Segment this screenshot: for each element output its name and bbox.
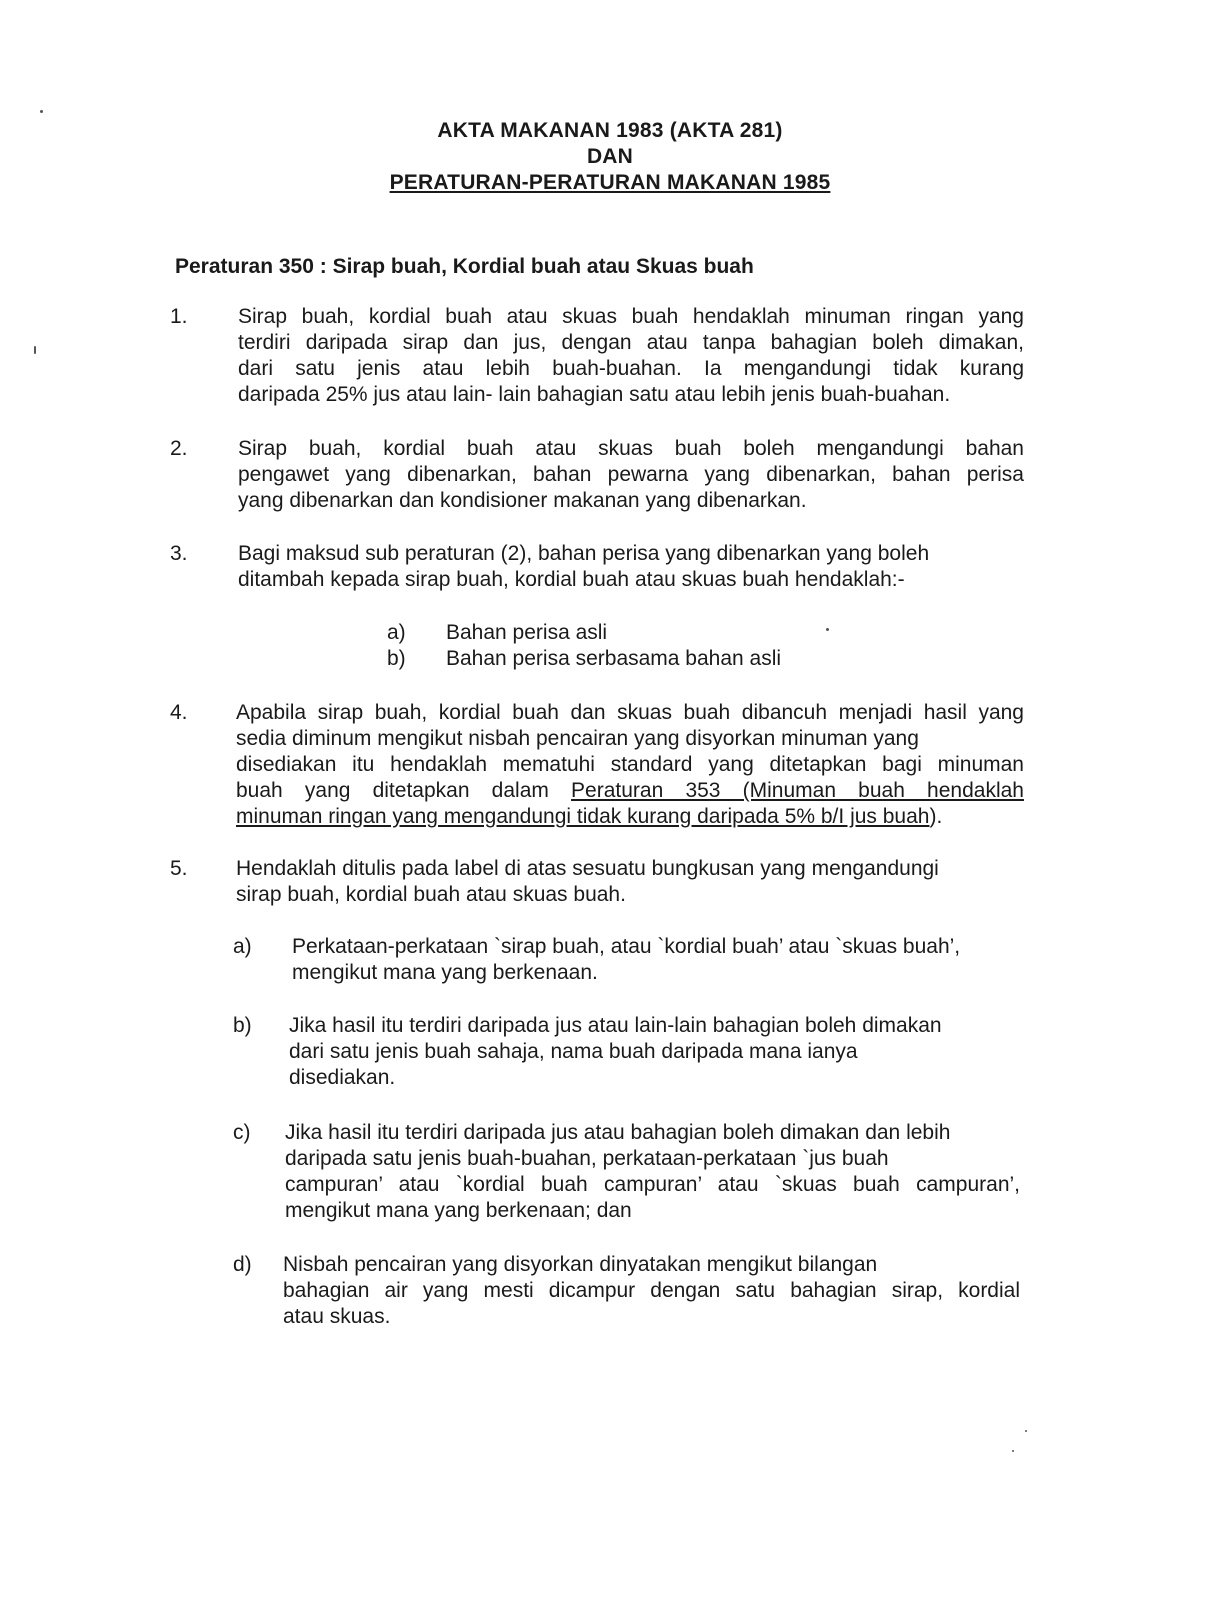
paragraph-line [236,778,1024,804]
item-paragraph [236,856,1024,908]
subitem-label: b) [233,1014,252,1037]
subitem-text: Bahan perisa serbasama bahan asli [446,647,782,670]
item-paragraph [238,304,1024,408]
subitem-text: Bahan perisa asli [446,621,608,644]
paragraph-line: sedia diminum mengikut nisbah pencairan yang disyorkan minuman yang [236,727,919,750]
paragraph-line: mengikut mana yang berkenaan; dan [285,1199,632,1222]
paragraph-line: Sirap buah, kordial buah atau skuas buah boleh mengandungi bahan [238,437,1024,460]
paragraph-line: sirap buah, kordial buah atau skuas buah. [236,883,626,906]
paragraph-line: ditambah kepada sirap buah, kordial buah atau skuas buah hendaklah:- [238,568,905,591]
item-paragraph [236,700,1024,830]
title-line-act: AKTA MAKANAN 1983 (AKTA 281) [437,119,783,142]
subitem-paragraph [285,1120,1020,1224]
scan-speck [1012,1450,1014,1452]
document-title [300,118,920,196]
subitem-label: d) [233,1253,252,1276]
paragraph-line: bahagian air yang mesti dicampur dengan satu bahagian sirap, kordial [283,1279,1020,1302]
paragraph-line-text: buah yang ditetapkan dalam [236,779,549,802]
paragraph-line: mengikut mana yang berkenaan. [292,961,598,984]
paragraph-line: Nisbah pencairan yang disyorkan dinyatakan mengikut bilangan [283,1253,878,1276]
title-line-conjunction: DAN [586,145,634,168]
paragraph-line: Hendaklah ditulis pada label di atas sesuatu bungkusan yang mengandungi [236,857,939,880]
paragraph-line: terdiri daripada sirap dan jus, dengan atau tanpa bahagian boleh dimakan, [238,331,1024,354]
paragraph-line: Jika hasil itu terdiri daripada jus atau lain-lain bahagian boleh dimakan [289,1014,942,1037]
subitem-label: a) [233,935,252,958]
subitem-label: b) [387,647,406,670]
reference-close: ). [929,805,943,828]
paragraph-line: pengawet yang dibenarkan, bahan pewarna yang dibenarkan, bahan perisa [238,463,1024,486]
subitem-paragraph [283,1252,1020,1330]
regulation-reference: Peraturan 353 (Minuman buah hendaklah [571,779,1024,802]
item-number: 5. [170,857,188,880]
item-paragraph [238,541,1024,593]
subitem-paragraph [292,934,1022,986]
paragraph-line: disediakan itu hendaklah mematuhi standard yang ditetapkan bagi minuman [236,753,1024,776]
paragraph-line: Apabila sirap buah, kordial buah dan skuas buah dibancuh menjadi hasil yang [236,701,1024,724]
paragraph-line: daripada 25% jus atau lain- lain bahagian satu atau lebih jenis buah-buahan. [238,383,951,406]
scan-speck [40,110,43,113]
item-paragraph [238,436,1024,514]
subitem-label: c) [233,1121,251,1144]
paragraph-line: atau skuas. [283,1305,391,1328]
paragraph-line [236,804,1024,830]
paragraph-line: Jika hasil itu terdiri daripada jus atau bahagian boleh dimakan dan lebih [285,1121,951,1144]
paragraph-line: dari satu jenis atau lebih buah-buahan. Ia mengandungi tidak kurang [238,357,1024,380]
scan-speck [34,346,36,354]
item-number: 4. [170,701,188,724]
subitem-paragraph [289,1013,1022,1091]
section-heading: Peraturan 350 : Sirap buah, Kordial buah atau Skuas buah [175,255,754,278]
paragraph-line: Perkataan-perkataan `sirap buah, atau `kordial buah’ atau `skuas buah’, [292,935,961,958]
paragraph-line: daripada satu jenis buah-buahan, perkataan-perkataan `jus buah [285,1147,889,1170]
scan-speck [1025,1430,1027,1432]
regulation-reference-continued: minuman ringan yang mengandungi tidak kurang daripada 5% b/I jus buah [236,805,930,828]
title-line-regulations: PERATURAN-PERATURAN MAKANAN 1985 [389,171,831,194]
subitem-label: a) [387,621,406,644]
item-number: 2. [170,437,188,460]
paragraph-line: dari satu jenis buah sahaja, nama buah daripada mana ianya [289,1040,858,1063]
scan-speck [826,628,829,631]
paragraph-line: yang dibenarkan dan kondisioner makanan yang dibenarkan. [238,489,807,512]
item-number: 1. [170,305,188,328]
paragraph-line: campuran’ atau `kordial buah campuran’ atau `skuas buah campuran’, [285,1173,1020,1196]
paragraph-line: Sirap buah, kordial buah atau skuas buah hendaklah minuman ringan yang [238,305,1024,328]
paragraph-line: disediakan. [289,1066,396,1089]
paragraph-line: Bagi maksud sub peraturan (2), bahan perisa yang dibenarkan yang boleh [238,542,930,565]
item-number: 3. [170,542,188,565]
